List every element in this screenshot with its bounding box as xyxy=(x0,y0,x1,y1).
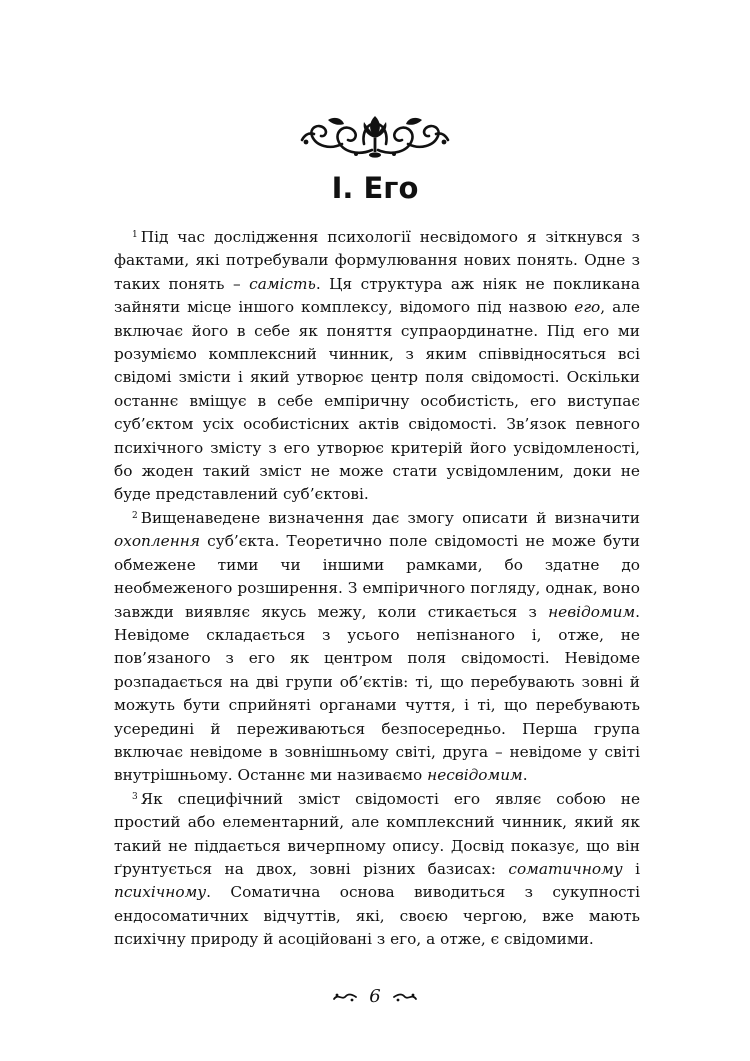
paragraph-number: 3 xyxy=(132,791,138,802)
paragraph-text xyxy=(114,228,640,503)
page-number: 6 xyxy=(369,986,381,1007)
floral-ornament-icon xyxy=(298,110,452,162)
paragraph xyxy=(114,788,640,952)
emphasized-term: его xyxy=(574,298,601,317)
emphasized-term: несвідомим xyxy=(427,766,523,785)
paragraph-text xyxy=(114,509,640,784)
paragraph-number: 1 xyxy=(132,230,138,240)
footer-ornament-right-icon xyxy=(392,991,418,1003)
paragraph-number: 2 xyxy=(132,510,138,521)
emphasized-term: невідомим xyxy=(548,602,636,621)
text-run: . Ця структура аж ніяк не покликана зайняти місце іншого комплексу, відомого під назвою xyxy=(114,274,640,317)
text-run: , але включає його в себе як поняття супраординатне. Під его ми розуміємо комплексний чинник, з яким співвідносяться всі свідомі змісти і який утворює центр поля свідомості. Оскільки останнє вміщує в себе емпіричну особистість, его виступає суб’єктом усіх особистісних актів свідомості. Зв’язок певного психічного змісту з его утворює критерій його усвідомленості, бо жоден такий зміст не може стати усвідомленим, доки не буде представлений суб’єктові. xyxy=(114,298,640,504)
text-run: . Соматична основа виводиться з сукупності ендосоматичних відчуттів, які, своєю чергою, вже мають психічну природу й асоційовані з его, а отже, є свідомими. xyxy=(114,883,640,949)
emphasized-term: самість xyxy=(249,274,316,293)
text-run: Під час дослідження психології несвідомого я зіткнувся з фактами, які потребували формулювання нових понять. Одне з таких понять – xyxy=(114,228,640,293)
text-run: і xyxy=(622,859,640,878)
emphasized-term: психічному xyxy=(114,883,207,902)
text-run: . Невідоме складається з усього непізнаного і, отже, не пов’язаного з его як центром поля свідомості. Невідоме розпадається на дві групи об’єктів: ті, що перебувають зовні й можуть бути сприйняті органами чуття, і ті, що перебувають усередині й переживаються безпосередньо. Перша група включає невідоме в зовнішньому світі, друга – невідоме у світі внутрішньому. Останнє ми називаємо xyxy=(114,602,640,785)
body-text xyxy=(114,226,640,952)
text-run: Вищенаведене визначення дає змогу описати й визначити xyxy=(140,508,640,527)
page-footer xyxy=(0,986,750,1008)
paragraph-text xyxy=(114,790,640,948)
emphasized-term: соматичному xyxy=(508,859,623,878)
chapter-title: I. Его xyxy=(331,171,419,205)
text-run: . xyxy=(522,766,528,785)
paragraph xyxy=(114,226,640,507)
paragraph xyxy=(114,507,640,788)
footer-ornament-left-icon xyxy=(332,991,358,1003)
emphasized-term: охоплення xyxy=(114,532,200,551)
text-run: Як специфічний зміст свідомості его являє собою не простий або елементарний, але комплексний чинник, який як такий не піддається вичерпному опису. Досвід показує, що він ґрунтується на двох, зовні різних базисах: xyxy=(114,789,640,878)
text-run: суб’єкта. Теоретично поле свідомості не може бути обмежене тими чи іншими рамками, бо здатне до необмеженого розширення. З емпіричного погляду, однак, воно завжди виявляє якусь межу, коли стикається з xyxy=(114,532,640,621)
